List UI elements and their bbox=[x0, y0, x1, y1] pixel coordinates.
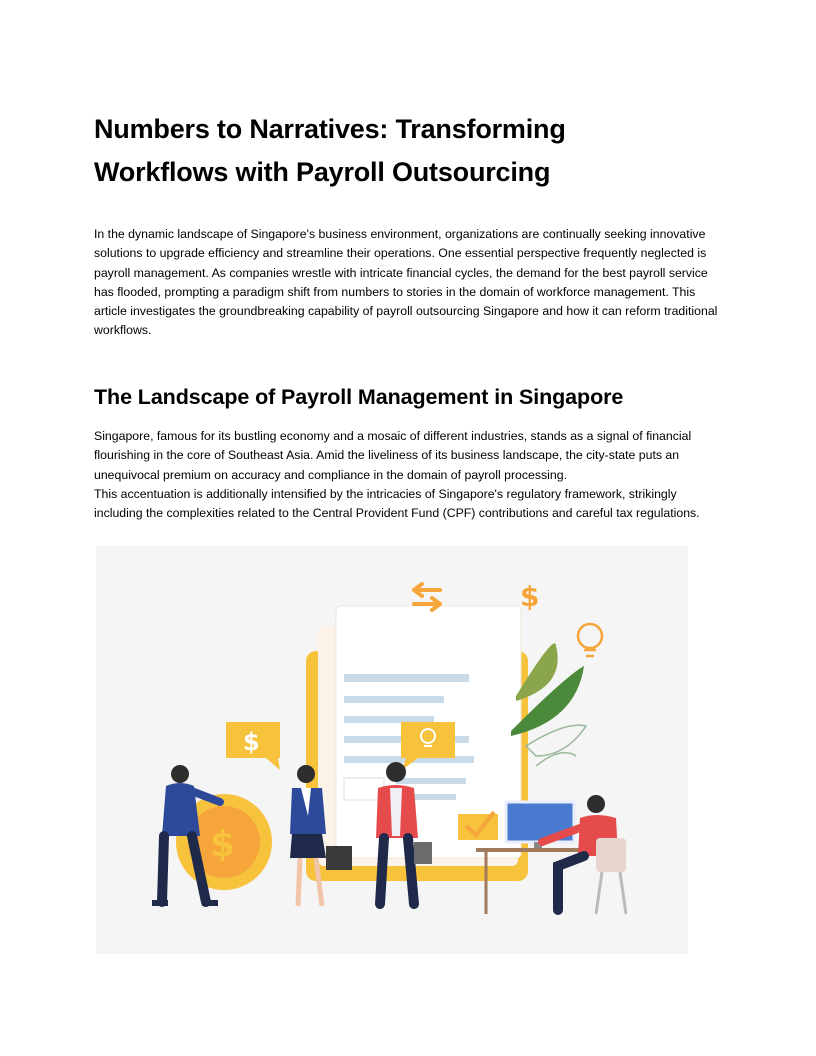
checkmark-icon bbox=[458, 812, 498, 840]
svg-text:$: $ bbox=[210, 824, 236, 865]
section-paragraph-1: Singapore, famous for its bustling economy and a mosaic of different industries, stands as a signal of financial flourishing in the core of Southeast Asia. Amid the liveliness of its business landscape, the city-state puts an unequivocal premium on accuracy and compliance in the domain of payroll processing. bbox=[94, 429, 692, 482]
payroll-illustration-svg bbox=[96, 546, 688, 954]
title-line-2: Workflows with Payroll Outsourcing bbox=[94, 157, 551, 187]
dollar-bubble-icon bbox=[226, 722, 280, 770]
section-heading: The Landscape of Payroll Management in Singapore bbox=[94, 385, 624, 409]
dollar-sign-icon: $ bbox=[520, 580, 540, 613]
lightbulb-icon bbox=[578, 624, 602, 656]
svg-text:$: $ bbox=[243, 728, 260, 756]
intro-paragraph: In the dynamic landscape of Singapore's business environment, organizations are continually seeking innovative solutions to upgrade efficiency and streamline their operations. One essential perspective frequently neglected is payroll management. As companies wrestle with intricate financial cycles, the demand for the best payroll service has flooded, prompting a paradigm shift from numbers to stories in the domain of workforce management. This article investigates the groundbreaking capability of payroll outsourcing Singapore and how it can reform traditional workflows. bbox=[94, 227, 718, 338]
section-paragraph-2: This accentuation is additionally intensified by the intricacies of Singapore's regulatory framework, strikingly including the complexities related to the Central Provident Fund (CPF) contributions and careful tax regulations. bbox=[94, 487, 700, 521]
payroll-illustration bbox=[96, 546, 688, 954]
article-title bbox=[94, 108, 734, 194]
title-line-1: Numbers to Narratives: Transforming bbox=[94, 114, 566, 144]
